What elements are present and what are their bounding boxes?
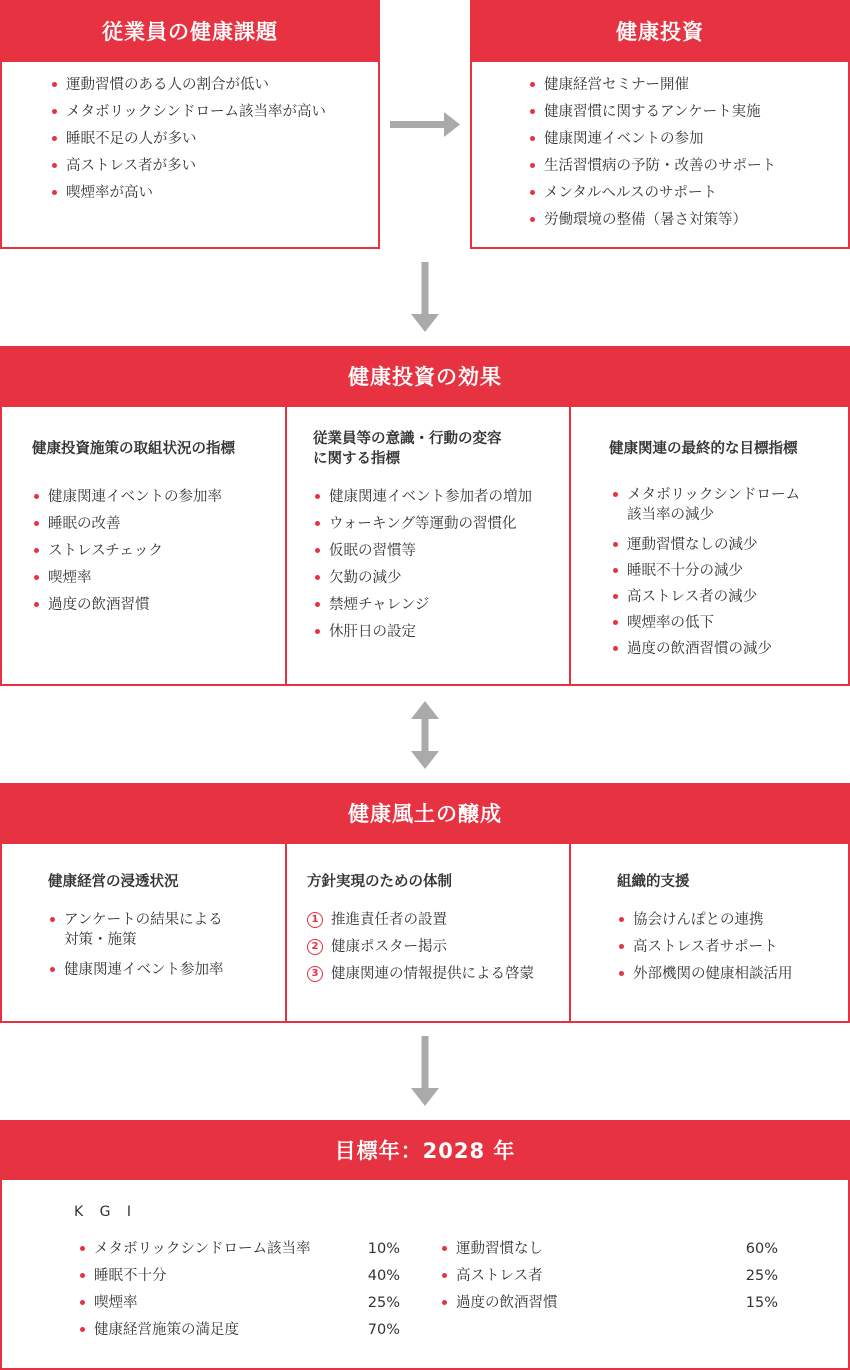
list-item: 欠勤の減少 — [313, 568, 532, 588]
kgi-item: 睡眠不十分 40% — [78, 1266, 400, 1286]
culture-column-1 — [2, 844, 285, 1021]
number-1-icon: 1 — [307, 912, 323, 928]
list-item: 健康経営セミナー開催 — [528, 75, 776, 95]
number-3-icon: 3 — [307, 966, 323, 982]
list-item: メタボリックシンドローム 該当率の減少 — [611, 485, 800, 525]
list-item: 運動習慣のある人の割合が低い — [50, 75, 326, 95]
list-item: 労働環境の整備（暑さ対策等） — [528, 210, 776, 230]
target-year-box — [0, 1120, 850, 1370]
down-arrow-icon — [408, 1036, 442, 1108]
list-item: 睡眠不足の人が多い — [50, 129, 326, 149]
health-issues-box — [0, 0, 380, 249]
list-item: 健康習慣に関するアンケート実施 — [528, 102, 776, 122]
list-item: 運動習慣なしの減少 — [611, 535, 800, 555]
list-item: 生活習慣病の予防・改善のサポート — [528, 156, 776, 176]
health-issues-list — [50, 75, 326, 203]
health-issues-title: 従業員の健康課題 — [2, 2, 378, 62]
culture-column-3 — [569, 844, 848, 1021]
effects-column-title: 健康関連の最終的な目標指標 — [609, 441, 798, 457]
kgi-item: 過度の飲酒習慣 15% — [440, 1293, 778, 1313]
kgi-item: 喫煙率 25% — [78, 1293, 400, 1313]
health-investment-title: 健康投資 — [472, 2, 848, 62]
kgi-item: 健康経営施策の満足度 70% — [78, 1320, 400, 1340]
culture-column-2 — [285, 844, 569, 1021]
list-item: アンケートの結果による 対策・施策 — [48, 910, 224, 950]
health-culture-box — [0, 783, 850, 1023]
investment-effects-title: 健康投資の効果 — [2, 348, 848, 407]
list-item: 1 推進責任者の設置 — [307, 910, 534, 930]
culture-column-title: 組織的支援 — [617, 874, 690, 890]
list-item: ウォーキング等運動の習慣化 — [313, 514, 532, 534]
list-item: 禁煙チャレンジ — [313, 595, 532, 615]
list-item: 健康関連イベント参加者の増加 — [313, 487, 532, 507]
list-item: ストレスチェック — [32, 541, 222, 561]
list-item: 健康関連イベント参加率 — [48, 960, 224, 980]
effects-column-1 — [2, 407, 285, 684]
kgi-item: 運動習慣なし 60% — [440, 1239, 778, 1259]
health-culture-title: 健康風土の醸成 — [2, 785, 848, 844]
list-item: メンタルヘルスのサポート — [528, 183, 776, 203]
effects-column-title: 従業員等の意識・行動の変容 に関する指標 — [313, 431, 502, 467]
list-item: 協会けんぽとの連携 — [617, 910, 793, 930]
list-item: 休肝日の設定 — [313, 622, 532, 642]
list-item: 高ストレス者サポート — [617, 937, 793, 957]
culture-column-title: 方針実現のための体制 — [307, 874, 452, 890]
down-arrow-icon — [408, 262, 442, 334]
list-item: 喫煙率が高い — [50, 183, 326, 203]
effects-column-title: 健康投資施策の取組状況の指標 — [32, 441, 235, 457]
list-item: 高ストレス者の減少 — [611, 587, 800, 607]
health-investment-box — [470, 0, 850, 249]
number-2-icon: 2 — [307, 939, 323, 955]
list-item: 過度の飲酒習慣 — [32, 595, 222, 615]
list-item: 高ストレス者が多い — [50, 156, 326, 176]
health-investment-list — [528, 75, 776, 230]
list-item: 健康関連イベントの参加 — [528, 129, 776, 149]
list-item: 喫煙率 — [32, 568, 222, 588]
double-arrow-icon — [408, 699, 442, 771]
kgi-label: K G I — [74, 1204, 138, 1220]
effects-column-3 — [569, 407, 848, 684]
list-item: 睡眠不十分の減少 — [611, 561, 800, 581]
investment-effects-box — [0, 346, 850, 686]
list-item: 喫煙率の低下 — [611, 613, 800, 633]
target-year-title: 目標年：2028 年 — [2, 1122, 848, 1180]
right-arrow-icon — [388, 110, 464, 140]
list-item: 外部機関の健康相談活用 — [617, 964, 793, 984]
list-item: 過度の飲酒習慣の減少 — [611, 639, 800, 659]
list-item: 健康関連イベントの参加率 — [32, 487, 222, 507]
list-item: 睡眠の改善 — [32, 514, 222, 534]
kgi-item: メタボリックシンドローム該当率 10% — [78, 1239, 400, 1259]
list-item: 仮眠の習慣等 — [313, 541, 532, 561]
kgi-item: 高ストレス者 25% — [440, 1266, 778, 1286]
culture-column-title: 健康経営の浸透状況 — [48, 874, 179, 890]
list-item: 2 健康ポスター掲示 — [307, 937, 534, 957]
list-item: メタボリックシンドローム該当率が高い — [50, 102, 326, 122]
list-item: 3 健康関連の情報提供による啓蒙 — [307, 964, 534, 984]
effects-column-2 — [285, 407, 569, 684]
